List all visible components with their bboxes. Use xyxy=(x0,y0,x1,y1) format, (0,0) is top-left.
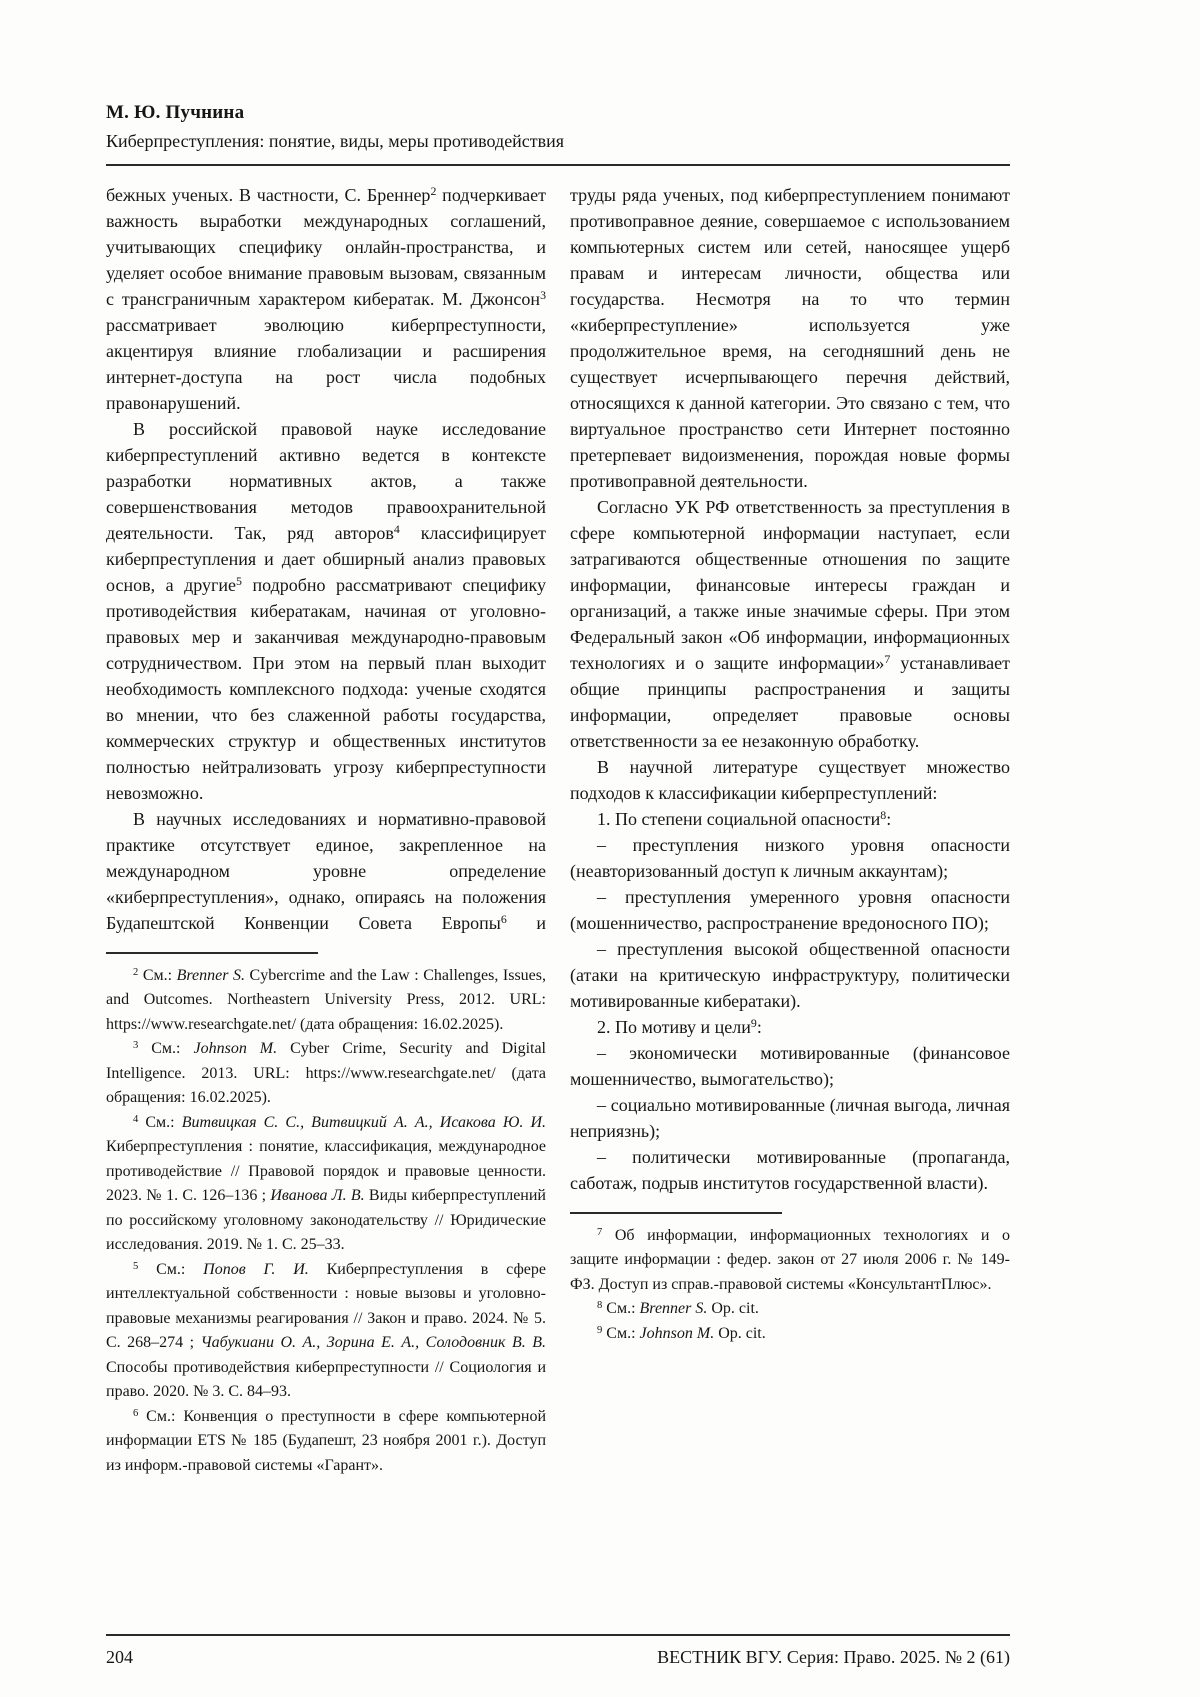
text-run: 1. По степени социальной опасности xyxy=(597,808,881,829)
text-run: В российской правовой науке исследование киберпреступлений активно ведется в контексте разработки нормативных актов, а также совершенствования методов правоохранительной деятельности. Так, ряд авторов xyxy=(106,418,546,543)
italic-text: Johnson M. xyxy=(639,1324,715,1342)
right-column-footnotes xyxy=(570,1224,1010,1347)
superscript-ref: 7 xyxy=(884,652,891,667)
body-paragraph xyxy=(570,936,1010,1014)
italic-text: Чабукиани О. А., Зорина Е. А., Солодовник В. В. xyxy=(200,1334,546,1352)
footnote xyxy=(570,1322,1010,1347)
footnote xyxy=(106,1037,546,1111)
text-run: См.: xyxy=(138,1113,182,1131)
text-run: подробно рассматривают специфику противодействия кибератакам, начиная от уголовно-правовых мер и заканчивая международно-правовым сотрудничеством. При этом на первый план выходит необходимость комплексного подхода: ученые сходятся во мнении, что без слаженной работы государства, коммерческих структур и общественных институтов полностью нейтрализовать угрозу киберпреступности невозможно. xyxy=(106,574,547,803)
superscript-ref: 2 xyxy=(133,966,139,978)
text-run: труды ряда ученых, под киберпреступлением понимают противоправное деяние, совершаемое с использованием компьютерных систем или сетей, наносящее ущерб правам и интересам личности, общества или государства. Несмотря на то что термин «киберпреступление» используется уже продолжительное время, на сегодняшний день не существует исчерпывающего перечня действий, относящихся к данной категории. Это связано с тем, что виртуальное пространство сети Интернет постоянно претерпевает видоизменения, порождая новые формы противоправной деятельности. xyxy=(570,184,1010,491)
text-run: Киберпреступления в сфере интеллектуальной собственности : новые вызовы и уголовно-правовые механизмы реагирования // Закон и право. 2024. № 5. С. 268–274 ; xyxy=(106,1260,547,1352)
page-number: 204 xyxy=(106,1646,133,1667)
superscript-ref: 6 xyxy=(133,1407,139,1419)
text-run: – экономически мотивированные (финансовое мошенничество, вымогательство); xyxy=(570,1042,1010,1089)
text-run: – преступления высокой общественной опасности (атаки на критическую инфраструктуру, политически мотивированные кибератаки). xyxy=(570,938,1010,1011)
text-run: В научной литературе существует множество подходов к классификации киберпреступлений: xyxy=(570,756,1010,803)
superscript-ref: 7 xyxy=(597,1226,603,1238)
superscript-ref: 9 xyxy=(597,1324,603,1336)
superscript-ref: 6 xyxy=(500,912,507,927)
superscript-ref: 4 xyxy=(133,1113,139,1125)
superscript-ref: 9 xyxy=(750,1016,757,1031)
text-run: Согласно УК РФ ответственность за преступления в сфере компьютерной информации наступает, если затрагиваются общественные отношения по защите информации, финансовые интересы граждан и организаций, а также иные значимые сферы. При этом Федеральный закон «Об информации, информационных технологиях и о защите информации» xyxy=(570,496,1010,673)
text-run: – преступления низкого уровня опасности (неавторизованный доступ к личным аккаунтам); xyxy=(570,834,1010,881)
text-run: См.: Конвенция о преступности в сфере компьютерной информации ETS № 185 (Будапешт, 23 ноября 2001 г.). Доступ из информ.-правовой системы «Гарант». xyxy=(106,1407,546,1474)
italic-text: Brenner S. xyxy=(176,966,245,984)
body-paragraph xyxy=(106,182,546,416)
page-header xyxy=(106,100,1010,166)
body-paragraph xyxy=(570,1092,1010,1144)
superscript-ref: 2 xyxy=(430,184,437,199)
text-run: Op. cit. xyxy=(707,1300,759,1318)
text-run: : xyxy=(886,808,892,829)
footnote xyxy=(570,1224,1010,1298)
text-run: См.: xyxy=(602,1300,640,1318)
italic-text: Попов Г. И. xyxy=(203,1260,309,1278)
footnote-separator xyxy=(570,1212,782,1214)
footnote xyxy=(106,964,546,1038)
superscript-ref: 8 xyxy=(597,1300,603,1312)
text-run: – преступления умеренного уровня опасности (мошенничество, распространение вредоносного ПО); xyxy=(570,886,1010,933)
body-paragraph xyxy=(570,884,1010,936)
text-run: Виды киберпреступлений по российскому уголовному законодательству // Юридические исследования. 2019. № 1. С. 25–33. xyxy=(106,1187,546,1254)
text-run: бежных ученых. В частности, С. Бреннер xyxy=(106,184,431,205)
body-paragraph xyxy=(570,806,1010,832)
text-run: В научных исследованиях и нормативно-правовой практике отсутствует единое, закрепленное на международном уровне определение «киберпреступления», однако, опираясь на положения Будапештской Конвенции Совета Европы xyxy=(106,808,546,933)
author-name: М. Ю. Пучнина xyxy=(106,102,245,123)
text-run: Cybercrime and the Law : Challenges, Issues, and Outcomes. Northeastern University Press, 2012. URL: https://www.researchgate.net/ (дата обращения: 16.02.2025). xyxy=(106,966,546,1033)
body-paragraph xyxy=(570,494,1010,754)
header-rule xyxy=(106,164,1010,166)
text-run: См.: xyxy=(138,1260,204,1278)
italic-text: Витвицкая С. С., Витвицкий А. А., Исакова Ю. И. xyxy=(181,1113,547,1131)
text-run: устанавливает общие принципы распространения и защиты информации, определяет правовые основы ответственности за ее незаконную обработку. xyxy=(570,652,1011,751)
body-paragraph xyxy=(570,1014,1010,1040)
body-paragraph xyxy=(570,1144,1010,1196)
journal-reference: ВЕСТНИК ВГУ. Серия: Право. 2025. № 2 (61) xyxy=(657,1646,1010,1667)
italic-text: Johnson M. xyxy=(193,1040,278,1058)
text-run: Киберпреступления : понятие, классификация, международное противодействие // Правовой порядок и правовые ценности. 2023. № 1. С. 126–136 ; xyxy=(106,1138,546,1205)
text-run: подчеркивает важность выработки международных соглашений, учитывающих специфику онлайн-пространства, и уделяет особое внимание правовым вызовам, связанным с трансграничным характером кибератак. М. Джонсон xyxy=(106,184,546,309)
text-run: См.: xyxy=(602,1324,640,1342)
footnote xyxy=(106,1405,546,1479)
right-column xyxy=(570,182,1010,1620)
body-paragraph xyxy=(570,1040,1010,1092)
footnote xyxy=(570,1297,1010,1322)
body-paragraph xyxy=(106,806,546,936)
text-run: : xyxy=(756,1016,762,1037)
left-column-footnotes xyxy=(106,964,546,1479)
two-column-body xyxy=(106,182,1010,1620)
body-paragraph xyxy=(570,832,1010,884)
text-run: Cyber Crime, Security and Digital Intelligence. 2013. URL: https://www.researchgate.net/ (дата обращения: 16.02.2025). xyxy=(106,1040,547,1107)
body-paragraph xyxy=(570,182,1010,494)
footnote-separator xyxy=(106,952,318,954)
text-run: 2. По мотиву и цели xyxy=(597,1016,751,1037)
text-run: Об информации, информационных технологиях и о защите информации : федер. закон от 27 июля 2006 г. № 149-ФЗ. Доступ из справ.-правовой системы «КонсультантПлюс». xyxy=(570,1226,1010,1293)
text-run: См.: xyxy=(138,1040,194,1058)
footnote xyxy=(106,1111,546,1258)
page-footer xyxy=(106,1620,1010,1669)
right-column-text xyxy=(570,182,1010,1196)
body-paragraph xyxy=(106,416,546,806)
article-title: Киберпреступления: понятие, виды, меры противодействия xyxy=(106,130,565,151)
text-run: и xyxy=(506,912,546,933)
text-run: Op. cit. xyxy=(714,1324,766,1342)
left-column-text xyxy=(106,182,546,936)
text-run: – политически мотивированные (пропаганда, саботаж, подрыв институтов государственной власти). xyxy=(570,1146,1010,1193)
body-paragraph xyxy=(570,754,1010,806)
text-run: – социально мотивированные (личная выгода, личная неприязнь); xyxy=(570,1094,1010,1141)
text-run: Способы противодействия киберпреступности // Социология и право. 2020. № 3. С. 84–93. xyxy=(106,1358,546,1401)
superscript-ref: 4 xyxy=(393,522,400,537)
superscript-ref: 5 xyxy=(236,574,242,589)
italic-text: Brenner S. xyxy=(639,1300,708,1318)
text-run: См.: xyxy=(138,966,177,984)
footer-row xyxy=(106,1636,1010,1669)
superscript-ref: 3 xyxy=(540,288,546,303)
left-column xyxy=(106,182,546,1620)
superscript-ref: 8 xyxy=(880,808,887,823)
footnote xyxy=(106,1258,546,1405)
text-run: рассматривает эволюцию киберпреступности, акцентируя влияние глобализации и расширения интернет-доступа на рост числа подобных правонарушений. xyxy=(106,314,546,413)
italic-text: Иванова Л. В. xyxy=(270,1187,365,1205)
superscript-ref: 3 xyxy=(133,1040,139,1052)
text-run: классифицирует киберпреступления и дает обширный анализ правовых основ, а другие xyxy=(106,522,546,595)
superscript-ref: 5 xyxy=(133,1260,139,1272)
